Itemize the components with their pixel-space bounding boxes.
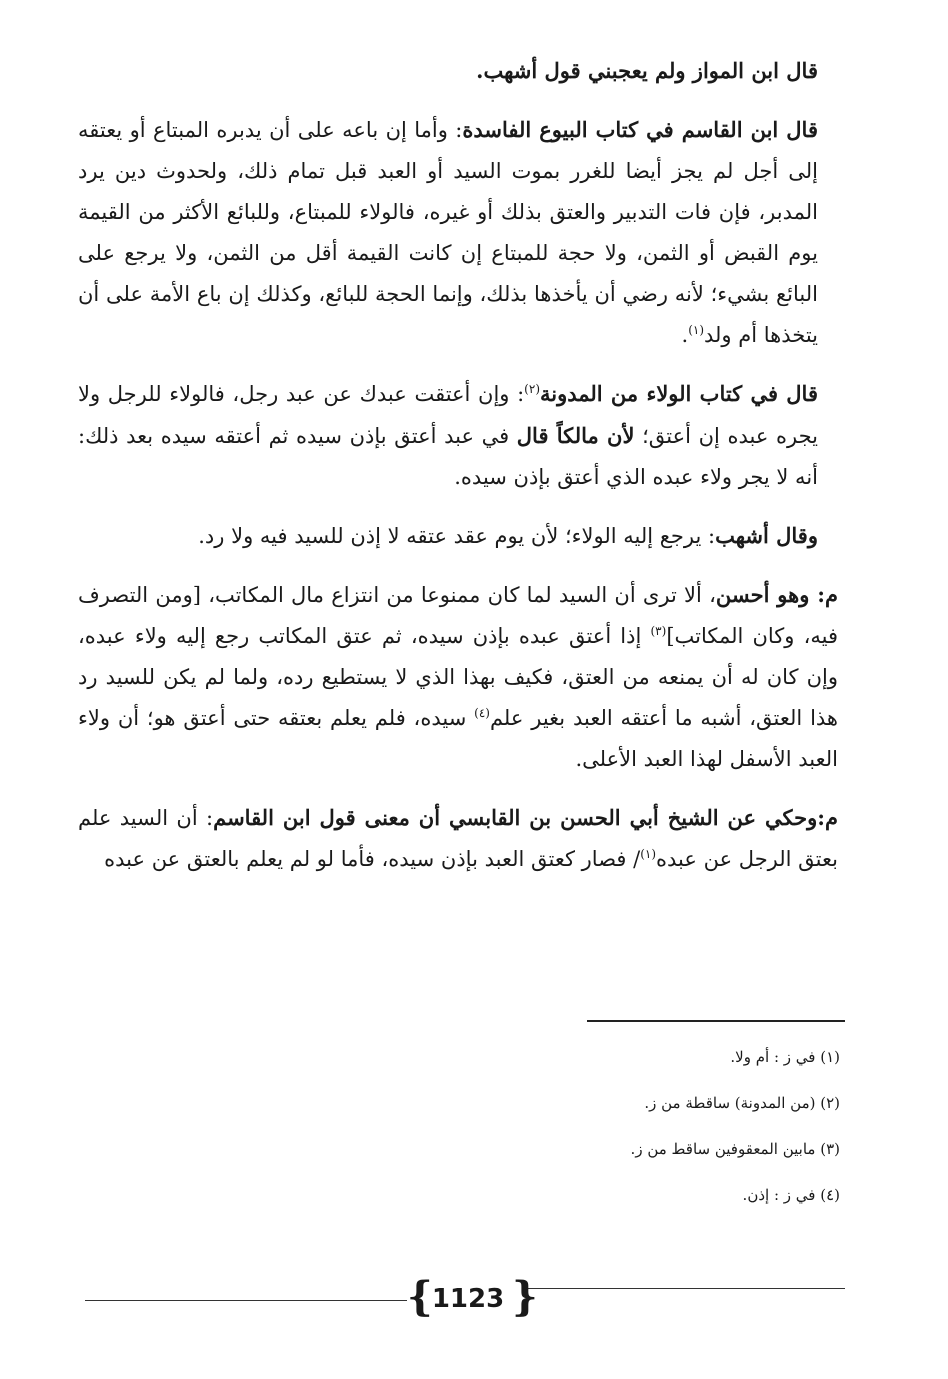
footnote-separator xyxy=(587,1020,845,1022)
footnote-1: (١) في ز : أم ولا. xyxy=(730,1048,840,1066)
paragraph xyxy=(78,373,838,498)
bold-text-segment: قال ابن القاسم في كتاب البيوع الفاسدة xyxy=(462,117,818,142)
footnote-marker: (١) xyxy=(688,323,705,337)
bold-text-segment: وقال أشهب xyxy=(715,523,818,548)
bold-text-segment: قال ابن المواز ولم يعجبني قول أشهب. xyxy=(476,58,818,83)
footnote-marker: (٢) xyxy=(524,382,540,396)
paragraph xyxy=(78,109,838,356)
paragraph xyxy=(78,797,838,880)
page-number: 1123 xyxy=(431,1284,505,1314)
page-number-rule-left xyxy=(85,1300,407,1301)
bold-text-segment: قال في كتاب الولاء من المدونة xyxy=(540,381,818,406)
left-brace-ornament: { xyxy=(407,1273,433,1320)
footnote-marker: (١) xyxy=(640,847,657,861)
right-brace-ornament: } xyxy=(512,1273,538,1320)
text-segment: إذا أعتق عبده بإذن سيده، ثم عتق المكاتب رجع إليه ولاء عبده، وإن كان له أن يمنعه من العتق، فكيف بهذا الذي لا يستطيع رده، ولما لم يكن للسيد رد هذا العتق، أشبه ما أعتقه العبد بغير علم xyxy=(78,624,838,730)
text-segment: : وأما إن باعه على أن يدبره المبتاع أو يعتقه إلى أجل لم يجز أيضا للغرر بموت السيد أو العبد قبل تمام ذلك، ولحدوث دين يرد المدبر، فإن فات التدبير والعتق بذلك أو غيره، فالولاء للمبتاع، وللبائع الأكثر من القيمة يوم القبض أو الثمن، ولا حجة للمبتاع إن كانت القيمة أقل من الثمن، ولا يرجع على البائع بشيء؛ لأنه رضي أن يأخذها بذلك، وإنما الحجة للبائع، وكذلك إن باع الأمة على أن يتخذها أم ولد xyxy=(78,118,818,347)
text-segment: في عبد أعتق بإذن سيده ثم أعتقه سيده بعد ذلك: أنه لا يجر ولاء عبده الذي أعتق بإذن سيده. xyxy=(78,424,818,489)
paragraph xyxy=(78,574,838,780)
footnote-2: (٢) (من المدونة) ساقطة من ز. xyxy=(644,1094,840,1112)
footnote-4: (٤) في ز : إذن. xyxy=(742,1186,840,1204)
footnotes xyxy=(500,1046,840,1230)
paragraph xyxy=(78,515,838,557)
text-segment: ، ألا ترى أن السيد لما كان ممنوعا من انتزاع مال المكاتب، [ومن التصرف فيه، وكان المكاتب] xyxy=(78,583,839,648)
text-segment: : أن السيد علم بعتق الرجل عن عبده xyxy=(78,806,838,871)
bold-text-segment: م:وحكي عن الشيخ أبي الحسن بن القابسي أن معنى قول ابن القاسم xyxy=(213,805,838,830)
footnote-marker: (٤) xyxy=(474,706,490,720)
paragraph xyxy=(78,50,838,92)
bold-text-segment: لأن مالكاً قال xyxy=(516,423,635,448)
page-number-rule-right xyxy=(527,1288,845,1289)
text-segment: : يرجع إليه الولاء؛ لأن يوم عقد عتقه لا إذن للسيد فيه ولا رد. xyxy=(198,524,716,548)
main-text xyxy=(78,50,838,897)
text-segment: . xyxy=(681,323,689,347)
text-segment: / فصار كعتق العبد بإذن سيده، فأما لو لم يعلم بالعتق عن عبده xyxy=(104,847,641,871)
bold-text-segment: م: وهو أحسن xyxy=(715,582,838,607)
text-segment: سيده، فلم يعلم بعتقه حتى أعتق هو؛ أن ولاء العبد الأسفل لهذا العبد الأعلى. xyxy=(78,706,838,771)
footnote-3: (٣) مابين المعقوفين ساقط من ز. xyxy=(630,1140,840,1158)
text-segment: : وإن أعتقت عبدك عن عبد رجل، فالولاء للرجل ولا يجره عبده إن أعتق؛ xyxy=(78,382,818,448)
footnote-marker: (٣) xyxy=(650,624,667,638)
